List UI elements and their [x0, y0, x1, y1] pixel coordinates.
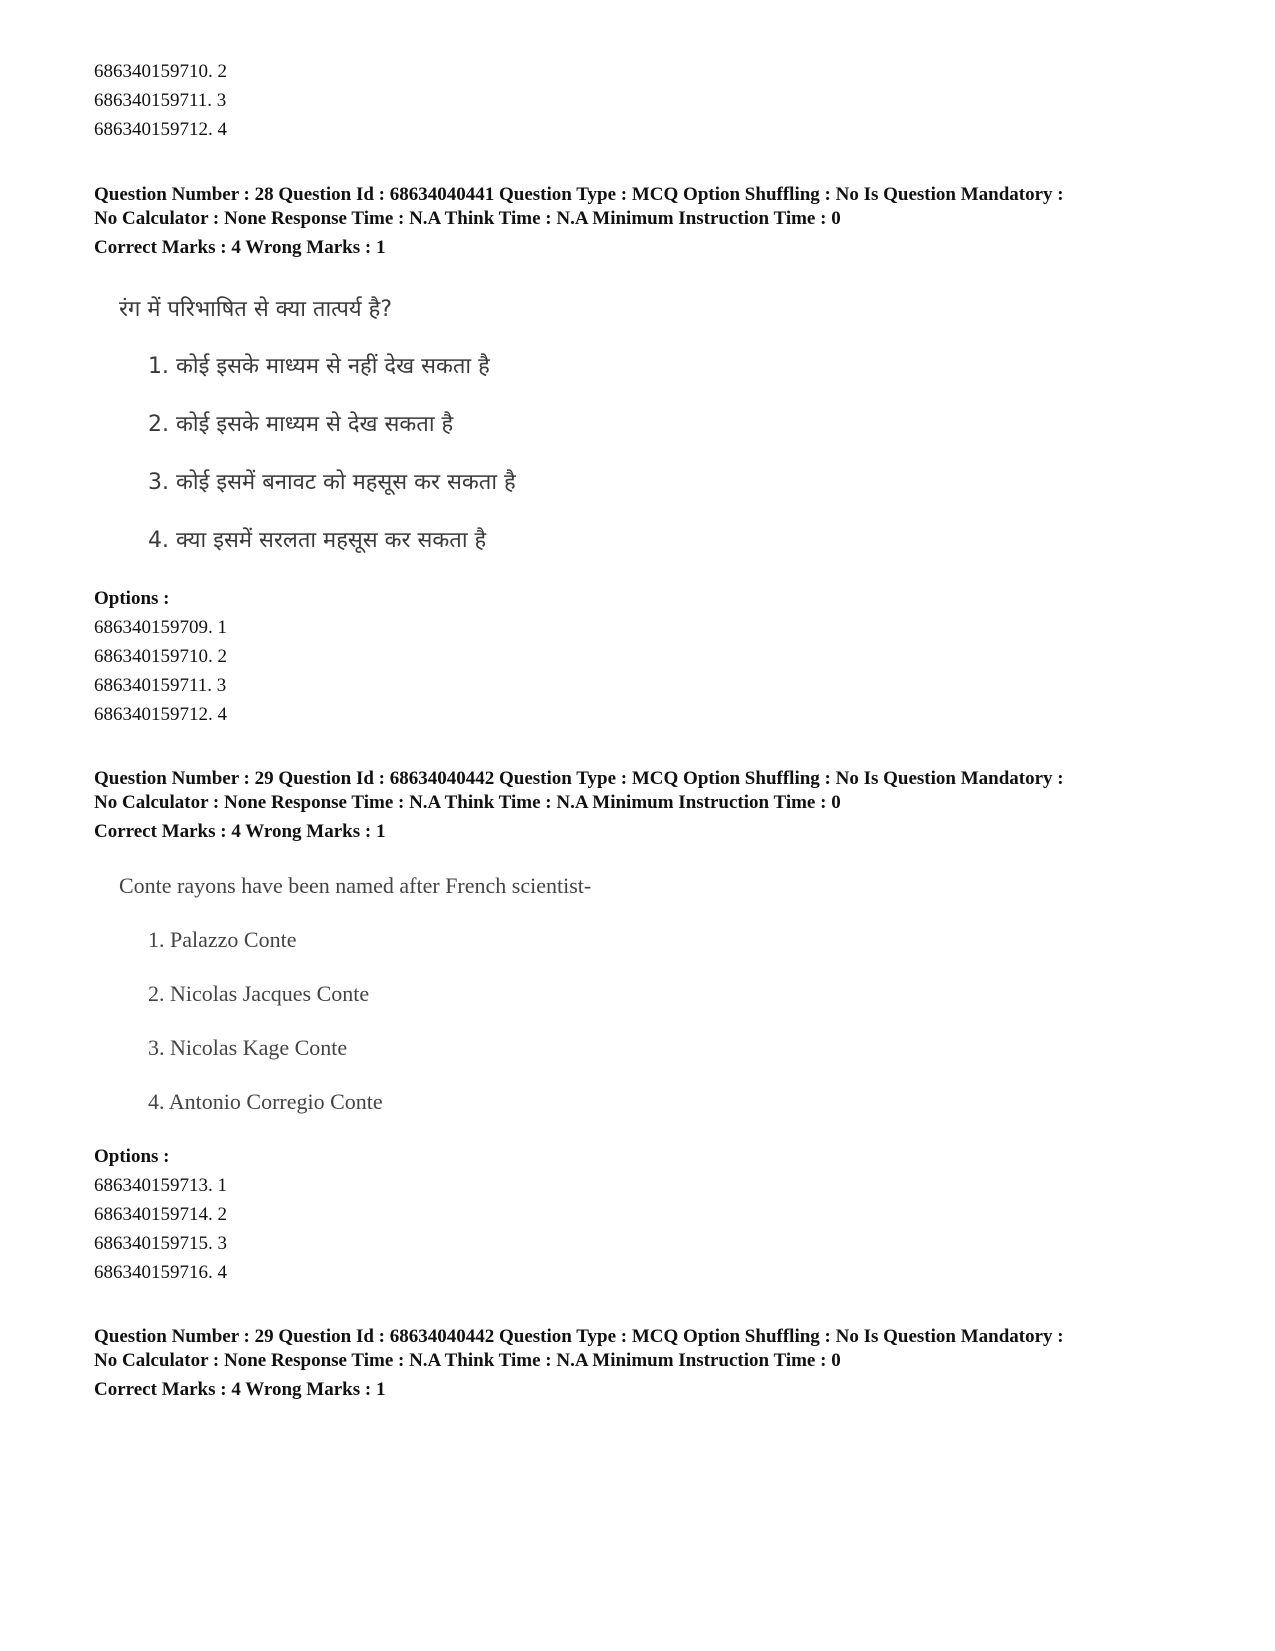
q29-question-text: Conte rayons have been named after French scientist-	[119, 873, 592, 898]
q29b-marks: Correct Marks : 4 Wrong Marks : 1	[94, 1379, 386, 1400]
option-line: 686340159712. 4	[94, 119, 227, 140]
q28-option-3: 686340159711. 3	[94, 675, 227, 696]
q28-header-line1: Question Number : 28 Question Id : 68634040441 Question Type : MCQ Option Shuffling : No Is Question Mandatory :	[94, 184, 1064, 205]
q28-choice-2: 2. कोई इसके माध्यम से देख सकता है	[148, 412, 454, 437]
q28-marks: Correct Marks : 4 Wrong Marks : 1	[94, 237, 386, 258]
q29-options-label: Options :	[94, 1146, 170, 1167]
q29-header-line1: Question Number : 29 Question Id : 68634040442 Question Type : MCQ Option Shuffling : No Is Question Mandatory :	[94, 768, 1064, 789]
q28-question-text: रंग में परिभाषित से क्या तात्पर्य है?	[119, 297, 393, 322]
q28-option-2: 686340159710. 2	[94, 646, 227, 667]
q28-option-1: 686340159709. 1	[94, 617, 227, 638]
q29-marks: Correct Marks : 4 Wrong Marks : 1	[94, 821, 386, 842]
q29-option-3: 686340159715. 3	[94, 1233, 227, 1254]
q29b-header-line2: No Calculator : None Response Time : N.A Think Time : N.A Minimum Instruction Time : 0	[94, 1350, 841, 1371]
option-line: 686340159711. 3	[94, 90, 227, 111]
q29-option-4: 686340159716. 4	[94, 1262, 227, 1283]
q29-choice-2: 2. Nicolas Jacques Conte	[148, 981, 370, 1006]
q28-header-line2: No Calculator : None Response Time : N.A Think Time : N.A Minimum Instruction Time : 0	[94, 208, 841, 229]
q28-choice-1: 1. कोई इसके माध्यम से नहीं देख सकता है	[148, 354, 490, 379]
q29-option-2: 686340159714. 2	[94, 1204, 227, 1225]
q29-choice-1: 1. Palazzo Conte	[148, 927, 297, 952]
q29-header-line2: No Calculator : None Response Time : N.A Think Time : N.A Minimum Instruction Time : 0	[94, 792, 841, 813]
q28-choice-3: 3. कोई इसमें बनावट को महसूस कर सकता है	[148, 470, 516, 495]
q28-options-label: Options :	[94, 588, 170, 609]
q28-option-4: 686340159712. 4	[94, 704, 227, 725]
q29-choice-3: 3. Nicolas Kage Conte	[148, 1035, 348, 1060]
option-line: 686340159710. 2	[94, 61, 227, 82]
q29-option-1: 686340159713. 1	[94, 1175, 227, 1196]
q29b-header-line1: Question Number : 29 Question Id : 68634040442 Question Type : MCQ Option Shuffling : No Is Question Mandatory :	[94, 1326, 1064, 1347]
q28-choice-4: 4. क्या इसमें सरलता महसूस कर सकता है	[148, 528, 487, 553]
q29-choice-4: 4. Antonio Corregio Conte	[148, 1089, 383, 1114]
